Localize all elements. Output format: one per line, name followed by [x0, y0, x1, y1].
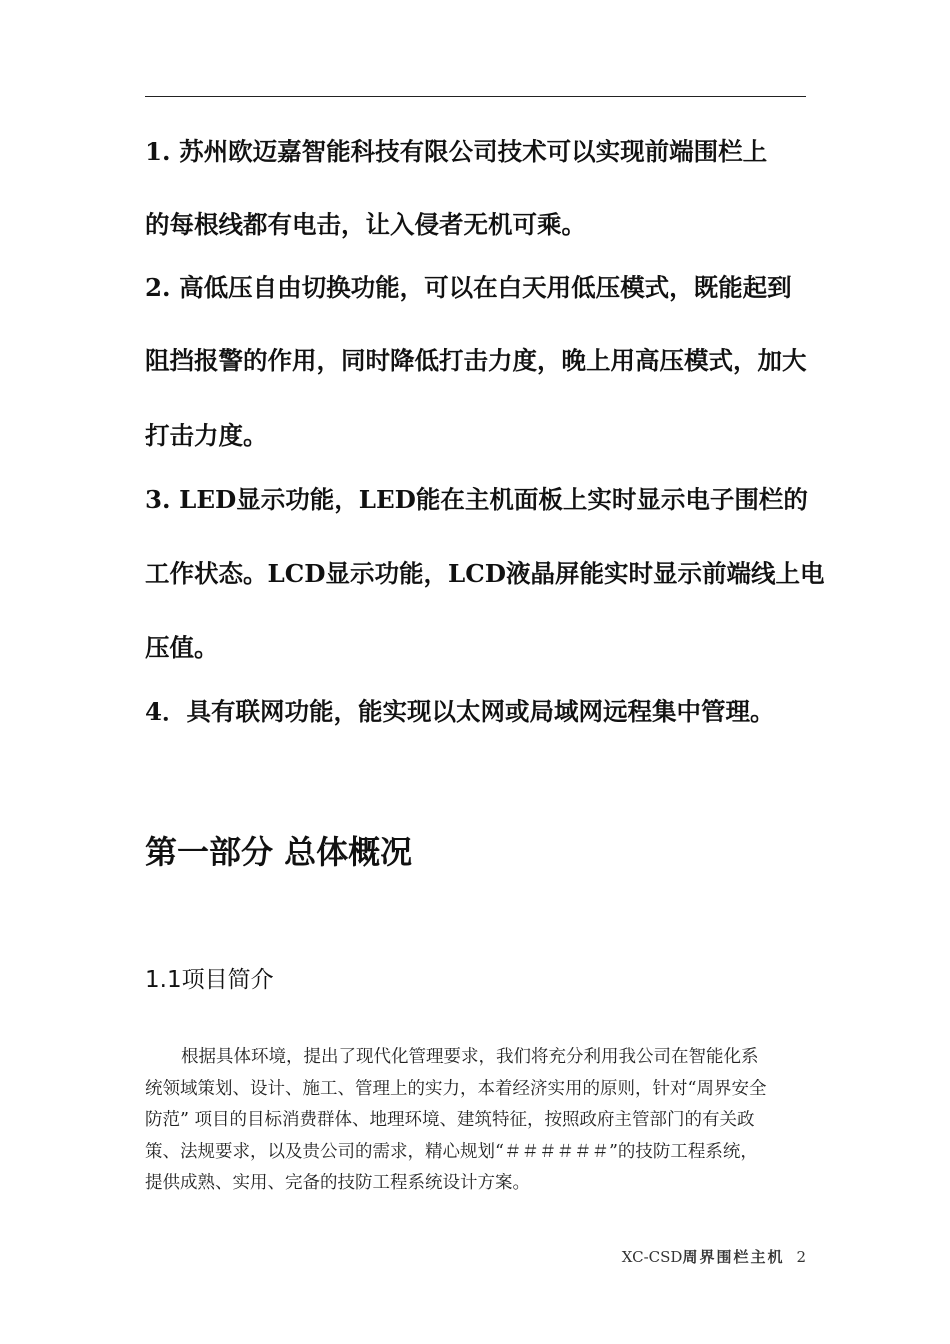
feature-3-line-1: 3. LED显示功能，LED能在主机面板上实时显示电子围栏的 — [145, 485, 808, 514]
feature-4-line-1: 4．具有联网功能，能实现以太网或局域网远程集中管理。 — [145, 697, 775, 726]
header-rule — [145, 96, 806, 97]
feature-3-line-2: 工作状态。LCD显示功能，LCD液晶屏能实时显示前端线上电 — [145, 559, 825, 588]
footer-model: XC-CSD — [621, 1248, 683, 1266]
intro-paragraph — [145, 1042, 809, 1200]
feature-2-line-3: 打击力度。 — [145, 421, 268, 450]
page-footer — [622, 1246, 806, 1267]
feature-1-line-1: 1. 苏州欧迈嘉智能科技有限公司技术可以实现前端围栏上 — [145, 137, 768, 166]
intro-line-5: 提供成熟、实用、完备的技防工程系统设计方案。 — [145, 1173, 530, 1193]
intro-line-1: 根据具体环境，提出了现代化管理要求，我们将充分利用我公司在智能化系 — [181, 1047, 759, 1067]
subsection-title: 1.1项目简介 — [145, 967, 274, 993]
footer-title: 周界围栏主机 — [682, 1248, 785, 1266]
feature-1-line-2: 的每根线都有电击，让入侵者无机可乘。 — [145, 210, 586, 239]
feature-2-line-1: 2. 高低压自由切换功能，可以在白天用低压模式，既能起到 — [145, 273, 792, 302]
intro-line-3: 防范” 项目的目标消费群体、地理环境、建筑特征，按照政府主管部门的有关政 — [145, 1110, 755, 1130]
feature-2-line-2: 阻挡报警的作用，同时降低打击力度，晚上用高压模式，加大 — [145, 346, 807, 375]
intro-line-2: 统领域策划、设计、施工、管理上的实力，本着经济实用的原则，针对“周界安全 — [145, 1078, 767, 1099]
feature-3-line-3: 压值。 — [145, 633, 219, 662]
section-title: 第一部分 总体概况 — [145, 833, 413, 871]
intro-line-4: 策、法规要求，以及贵公司的需求，精心规划“＃＃＃＃＃＃”的技防工程系统， — [145, 1141, 758, 1162]
page-number: 2 — [796, 1248, 806, 1266]
